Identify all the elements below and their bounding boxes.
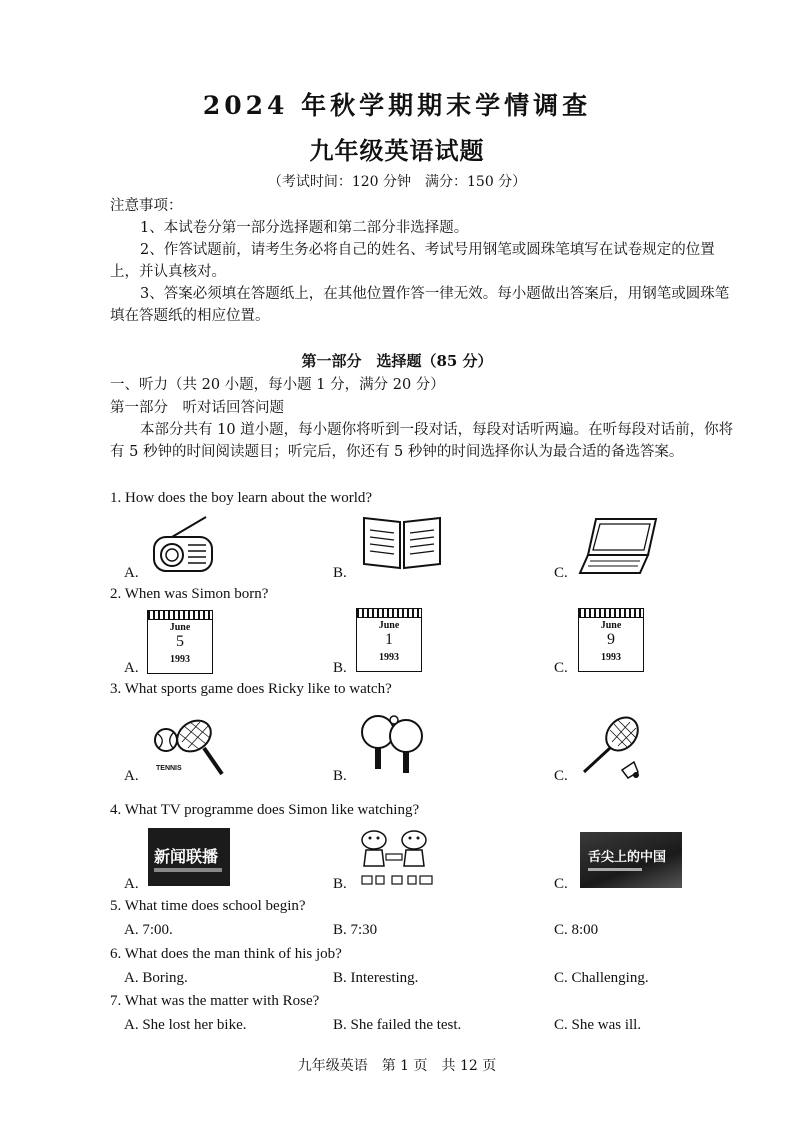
q3-option-c[interactable]: C. bbox=[554, 768, 568, 784]
calendar-day: 1 bbox=[385, 631, 393, 648]
question-5: 5. What time does school begin? bbox=[110, 898, 306, 914]
q5-option-a[interactable]: A. 7:00. bbox=[124, 922, 173, 938]
part1-title: 第一部分 选择题（85 分） bbox=[301, 352, 493, 370]
calendar-day: 5 bbox=[176, 633, 184, 650]
ping-pong-icon bbox=[358, 712, 428, 776]
news-broadcast-image bbox=[148, 828, 230, 886]
calendar-month: June bbox=[378, 620, 400, 631]
q6-option-b[interactable]: B. Interesting. bbox=[333, 970, 419, 986]
q4-option-a[interactable]: A. bbox=[124, 876, 139, 892]
q7-option-a[interactable]: A. She lost her bike. bbox=[124, 1017, 247, 1033]
documentary-image bbox=[580, 832, 682, 888]
book-icon bbox=[360, 512, 444, 574]
radio-icon bbox=[150, 515, 220, 577]
q1-option-a[interactable]: A. bbox=[124, 565, 139, 581]
note-item-2: 2、作答试题前，请考生务必将自己的姓名、考试号用钢笔或圆珠笔填写在试卷规定的位置上，并认真核对。 bbox=[110, 242, 715, 280]
q7-option-b[interactable]: B. She failed the test. bbox=[333, 1017, 462, 1033]
exam-subtitle: 九年级英语试题 bbox=[309, 136, 485, 165]
q5-option-b[interactable]: B. 7:30 bbox=[333, 922, 378, 938]
calendar-month: June bbox=[169, 622, 191, 633]
laptop-icon bbox=[578, 515, 662, 577]
q3-option-a[interactable]: A. bbox=[124, 768, 139, 784]
q2-option-c[interactable]: C. bbox=[554, 660, 568, 676]
exam-title: 2024 年秋学期期末学情调查 bbox=[202, 91, 592, 120]
exam-info: （考试时间：120 分钟 满分：150 分） bbox=[267, 174, 527, 190]
q4-option-c[interactable]: C. bbox=[554, 876, 568, 892]
calendar-day: 9 bbox=[607, 631, 615, 648]
calendar-month: June bbox=[600, 620, 622, 631]
question-7: 7. What was the matter with Rose? bbox=[110, 993, 320, 1009]
calendar-year: 1993 bbox=[379, 652, 399, 663]
question-3: 3. What sports game does Ricky like to watch? bbox=[110, 681, 392, 697]
section-listening: 一、听力（共 20 小题，每小题 1 分，满分 20 分） bbox=[110, 377, 445, 393]
instructions: 本部分共有 10 道小题，每小题你将听到一段对话，每段对话听两遍。在听每段对话前，你将有 5 秒钟的时间阅读题目；听完后，你还有 5 秒钟的时间选择你认为最合适的备选答案。 bbox=[110, 422, 734, 460]
q5-option-c[interactable]: C. 8:00 bbox=[554, 922, 599, 938]
q1-option-c[interactable]: C. bbox=[554, 565, 568, 581]
tennis-icon bbox=[150, 712, 228, 782]
question-1: 1. How does the boy learn about the world? bbox=[110, 490, 373, 506]
q2-option-b[interactable]: B. bbox=[333, 660, 347, 676]
q7-option-c[interactable]: C. She was ill. bbox=[554, 1017, 642, 1033]
q4-option-b[interactable]: B. bbox=[333, 876, 347, 892]
calendar-year: 1993 bbox=[601, 652, 621, 663]
tennis-label: TENNIS bbox=[156, 765, 182, 772]
badminton-icon bbox=[576, 712, 646, 780]
q1-option-b[interactable]: B. bbox=[333, 565, 347, 581]
note-item-1: 1、本试卷分第一部分选择题和第二部分非选择题。 bbox=[140, 220, 469, 236]
q2-option-a[interactable]: A. bbox=[124, 660, 139, 676]
china-label: 舌尖上的中国 bbox=[588, 850, 667, 865]
subsection-dialogue: 第一部分 听对话回答问题 bbox=[110, 400, 284, 416]
news-label: 新闻联播 bbox=[154, 847, 219, 866]
note-item-3: 3、答案必须填在答题纸上，在其他位置作答一律无效。每小题做出答案后，用钢笔或圆珠笔填在答题纸的相应位置。 bbox=[110, 286, 730, 324]
calendar-june-5 bbox=[147, 610, 213, 674]
question-6: 6. What does the man think of his job? bbox=[110, 946, 342, 962]
page-footer: 九年级英语 第 1 页 共 12 页 bbox=[297, 1058, 497, 1074]
q6-option-a[interactable]: A. Boring. bbox=[124, 970, 188, 986]
question-2: 2. When was Simon born? bbox=[110, 586, 269, 602]
notes-heading: 注意事项： bbox=[110, 198, 183, 214]
calendar-june-1 bbox=[356, 608, 422, 672]
calendar-year: 1993 bbox=[170, 654, 190, 665]
q3-option-b[interactable]: B. bbox=[333, 768, 347, 784]
question-4: 4. What TV programme does Simon like watching? bbox=[110, 802, 420, 818]
q6-option-c[interactable]: C. Challenging. bbox=[554, 970, 649, 986]
cartoon-pigs-icon bbox=[352, 826, 438, 888]
calendar-june-9 bbox=[578, 608, 644, 672]
